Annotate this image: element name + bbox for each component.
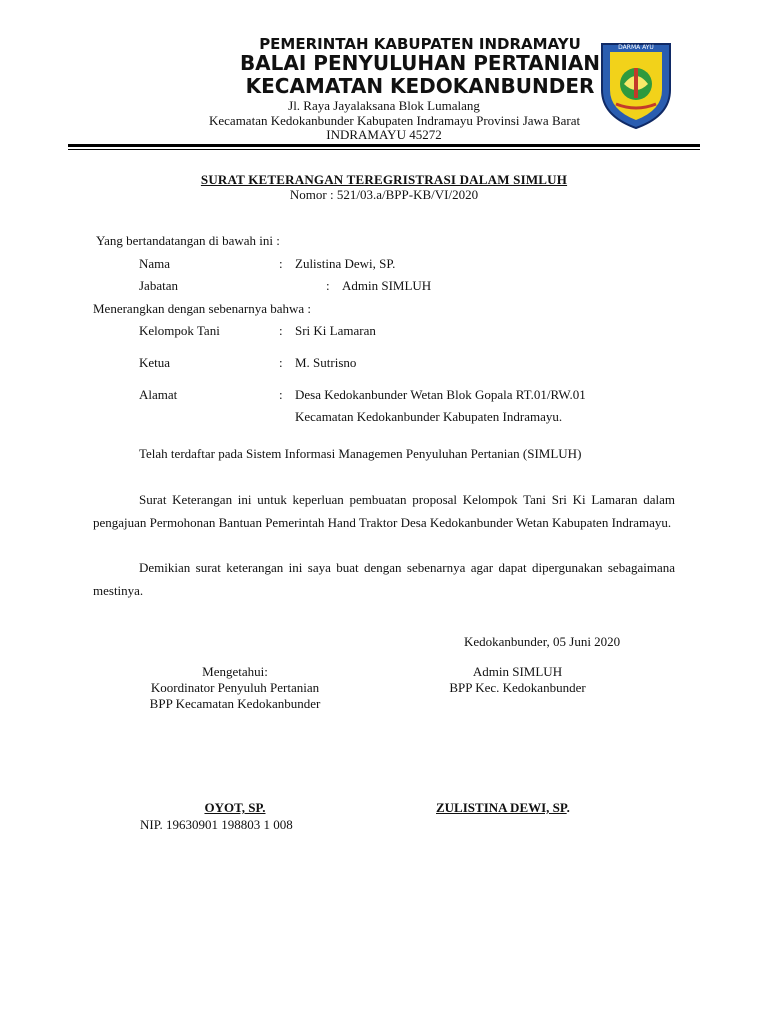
header-rule-thick <box>68 144 700 147</box>
signer-position-sep: : <box>326 278 330 293</box>
chairman-value: M. Sutrisno <box>295 355 357 370</box>
left-signer-nip: NIP. 19630901 198803 1 008 <box>140 817 293 832</box>
closing-paragraph: Demikian surat keterangan ini saya buat dengan sebenarnya agar dapat dipergunakan sebagaimana mestinya. <box>93 560 675 598</box>
signer-name-sep: : <box>279 256 283 271</box>
document-title: SURAT KETERANGAN TEREGRISTRASI DALAM SIMLUH <box>200 172 568 187</box>
purpose-paragraph: Surat Keterangan ini untuk keperluan pembuatan proposal Kelompok Tani Sri Ki Lamaran dalam pengajuan Permohonan Bantuan Pemerintah Hand Traktor Desa Kedokanbunder Wetan Kabupaten Indramayu. <box>93 492 675 530</box>
right-signer-name-block <box>436 800 570 816</box>
registered-text: Telah terdaftar pada Sistem Informasi Managemen Penyuluhan Pertanian (SIMLUH) <box>139 446 582 461</box>
office-name: BALAI PENYULUHAN PERTANIAN <box>239 51 601 75</box>
signer-name-label: Nama <box>139 256 171 271</box>
address-line-2: Kecamatan Kedokanbunder Kabupaten Indramayu Provinsi Jawa Barat <box>209 113 581 128</box>
address-value-line-2: Kecamatan Kedokanbunder Kabupaten Indramayu. <box>295 409 563 424</box>
address-value: Desa Kedokanbunder Wetan Blok Gopala RT.01/RW.01 <box>295 387 586 402</box>
signer-position-value: Admin SIMLUH <box>342 278 432 293</box>
agency-name: PEMERINTAH KABUPATEN INDRAMAYU <box>259 35 581 53</box>
signer-position-label: Jabatan <box>139 278 178 293</box>
left-sign-title: Koordinator Penyuluh Pertanian <box>150 680 320 695</box>
right-sign-title: Admin SIMLUH <box>472 664 563 679</box>
address-line-1: Jl. Raya Jayalaksana Blok Lumalang <box>288 98 480 113</box>
group-name-value: Sri Ki Lamaran <box>295 323 376 338</box>
place-date: Kedokanbunder, 05 Juni 2020 <box>464 634 621 649</box>
right-signer-name: ZULISTINA DEWI, SP <box>436 800 567 815</box>
chairman-sep: : <box>279 355 283 370</box>
signer-name-value: Zulistina Dewi, SP. <box>295 256 396 271</box>
group-name-label: Kelompok Tani <box>139 323 220 338</box>
declare-text: Menerangkan dengan sebenarnya bahwa : <box>93 301 312 316</box>
address-label: Alamat <box>139 387 178 402</box>
document-number: Nomor : 521/03.a/BPP-KB/VI/2020 <box>289 187 479 202</box>
intro-text: Yang bertandatangan di bawah ini : <box>96 233 280 248</box>
header-rule-thin <box>68 149 700 150</box>
left-sign-caption: Mengetahui: <box>202 664 268 679</box>
chairman-label: Ketua <box>139 355 171 370</box>
right-sign-office: BPP Kec. Kedokanbunder <box>449 680 586 695</box>
regency-logo-icon <box>594 38 678 130</box>
left-signer-name: OYOT, SP. <box>204 800 266 815</box>
right-signer-name-suffix: . <box>566 800 570 815</box>
left-sign-office: BPP Kecamatan Kedokanbunder <box>149 696 321 711</box>
district-name: KECAMATAN KEDOKANBUNDER <box>245 74 595 98</box>
logo-text: DARMA AYU <box>618 44 654 51</box>
address-sep: : <box>279 387 283 402</box>
group-name-sep: : <box>279 323 283 338</box>
address-line-3: INDRAMAYU 45272 <box>326 127 442 142</box>
